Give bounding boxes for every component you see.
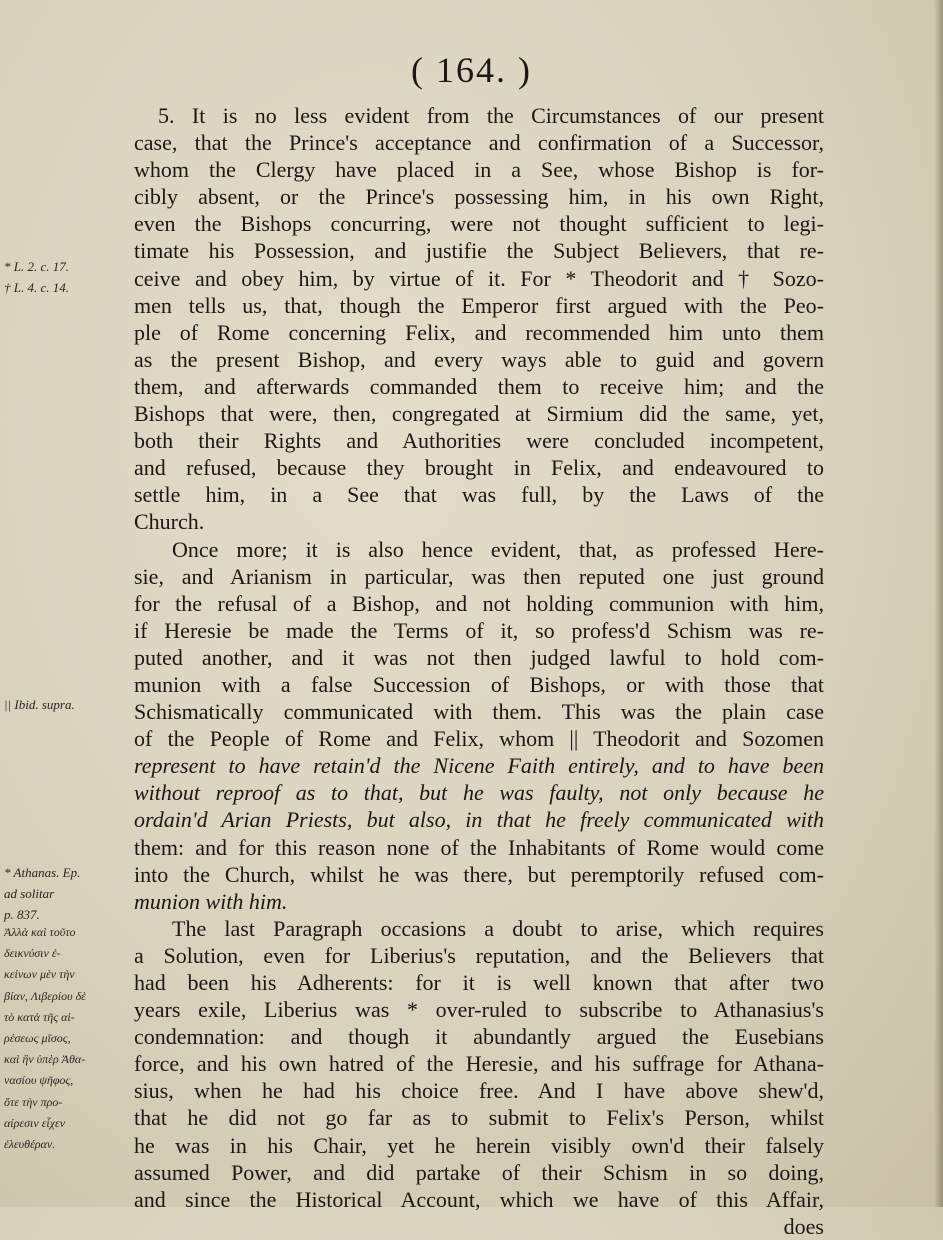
text-line: timate his Possession, and justifie the Subject Believers, that re- (134, 238, 824, 264)
margin-note: ad solitar (4, 886, 55, 901)
text-line: munion with him. (134, 888, 288, 914)
margin-note-ibid (4, 694, 139, 715)
text-line: and refused, because they brought in Felix, and endeavoured to (134, 455, 824, 481)
text-line: men tells us, that, though the Emperor first argued with the Peo- (134, 292, 824, 318)
text-line: without reproof as to that, but he was faulty, not only because he (134, 780, 824, 806)
margin-note-athanasius (4, 862, 139, 925)
greek-line: Ἀλλὰ καὶ τοῦτο (4, 925, 76, 939)
greek-line: βίαν, Λιβερίου δὲ (4, 988, 86, 1003)
text-line: for the refusal of a Bishop, and not holding communion with him, (134, 590, 824, 616)
greek-line: νασίου ψῆφος, (4, 1073, 74, 1088)
page-edge-shadow (934, 0, 943, 1207)
margin-note: * L. 2. c. 17. (4, 259, 69, 274)
greek-line: τὸ κατὰ τῆς αἱ- (4, 1009, 75, 1024)
text-line: ordain'd Arian Priests, but also, in that he freely communicated with (134, 807, 824, 833)
text-line: both their Rights and Authorities were concluded incompetent, (134, 428, 824, 454)
text-line: them: and for this reason none of the Inhabitants of Rome would come (134, 834, 824, 860)
margin-note: * Athanas. Ep. (4, 865, 81, 880)
text-line: whom the Clergy have placed in a See, whose Bishop is for- (134, 157, 824, 183)
catchword: does (783, 1213, 824, 1239)
text-line: years exile, Liberius was * over-ruled to subscribe to Athanasius's (134, 997, 824, 1023)
text-line: assumed Power, and did partake of their Schism in so doing, (134, 1159, 824, 1185)
text-line: puted another, and it was not then judged lawful to hold com- (134, 644, 824, 670)
greek-line: ἐλευθέραν. (4, 1137, 56, 1152)
text-line: as the present Bishop, and every ways able to guid and govern (134, 346, 824, 372)
text-line: a Solution, even for Liberius's reputation, and the Believers that (134, 942, 824, 968)
text-line: cibly absent, or the Prince's possessing him, in his own Right, (134, 184, 824, 210)
margin-note-sozomen (4, 277, 139, 298)
greek-line: κείνων μὲν τὴν (4, 967, 75, 982)
margin-note: || Ibid. supra. (4, 697, 75, 712)
text-line: Once more; it is also hence evident, that, as professed Here- (172, 536, 824, 562)
text-line: settle him, in a See that was full, by the Laws of the (134, 482, 824, 508)
text-line: into the Church, whilst he was there, but peremptorily refused com- (134, 861, 824, 887)
text-line: case, that the Prince's acceptance and confirmation of a Successor, (134, 130, 824, 156)
text-line: of the People of Rome and Felix, whom || Theodorit and Sozomen (134, 726, 824, 752)
margin-note-theodorit (4, 256, 139, 277)
text-line: munion with a false Succession of Bishops, or with those that (134, 671, 824, 697)
text-line: that he did not go far as to submit to Felix's Person, whilst (134, 1105, 824, 1131)
page-number: ( 164. ) (411, 50, 532, 90)
greek-line: ὅτε τὴν προ- (4, 1094, 63, 1109)
text-line: Schismatically communicated with them. This was the plain case (134, 699, 824, 725)
text-line: sie, and Arianism in particular, was then reputed one just ground (134, 563, 824, 589)
text-line: he was in his Chair, yet he herein visibly own'd their falsely (134, 1132, 824, 1158)
greek-line: ρέσεως μῖσος, (4, 1031, 71, 1046)
text-line: represent to have retain'd the Nicene Faith entirely, and to have been (134, 753, 824, 779)
text-line: had been his Adherents: for it is well known that after two (134, 970, 824, 995)
text-line: ple of Rome concerning Felix, and recommended him unto them (134, 319, 824, 345)
text-line: 5. It is no less evident from the Circumstances of our present (158, 103, 824, 128)
greek-line: δεικνύσιν ἐ- (4, 946, 61, 961)
text-line: The last Paragraph occasions a doubt to arise, which requires (172, 915, 824, 941)
text-line: and since the Historical Account, which we have of this Affair, (134, 1186, 824, 1212)
text-line: Bishops that were, then, congregated at Sirmium did the same, yet, (134, 401, 824, 427)
greek-line: καὶ ἣν ὑπὲρ Ἀθα- (4, 1052, 86, 1067)
margin-greek-quotation (4, 922, 139, 1155)
text-line: Church. (134, 509, 205, 535)
text-line: ceive and obey him, by virtue of it. For * Theodorit and † Sozo- (134, 265, 824, 291)
margin-note: † L. 4. c. 14. (4, 280, 69, 295)
text-line: sius, when he had his choice free. And I have above shew'd, (134, 1078, 824, 1104)
text-line: them, and afterwards commanded them to receive him; and the (134, 373, 824, 399)
text-line: if Heresie be made the Terms of it, so profess'd Schism was re- (134, 617, 824, 643)
margin-note: p. 837. (4, 907, 40, 922)
text-line: even the Bishops concurring, were not thought sufficient to legi- (134, 211, 824, 237)
text-line: condemnation: and though it abundantly argued the Eusebians (134, 1024, 824, 1050)
text-line: force, and his own hatred of the Heresie, and his suffrage for Athana- (134, 1051, 824, 1077)
main-text (134, 102, 824, 1240)
greek-line: αίρεσιν εἶχεν (4, 1115, 66, 1130)
